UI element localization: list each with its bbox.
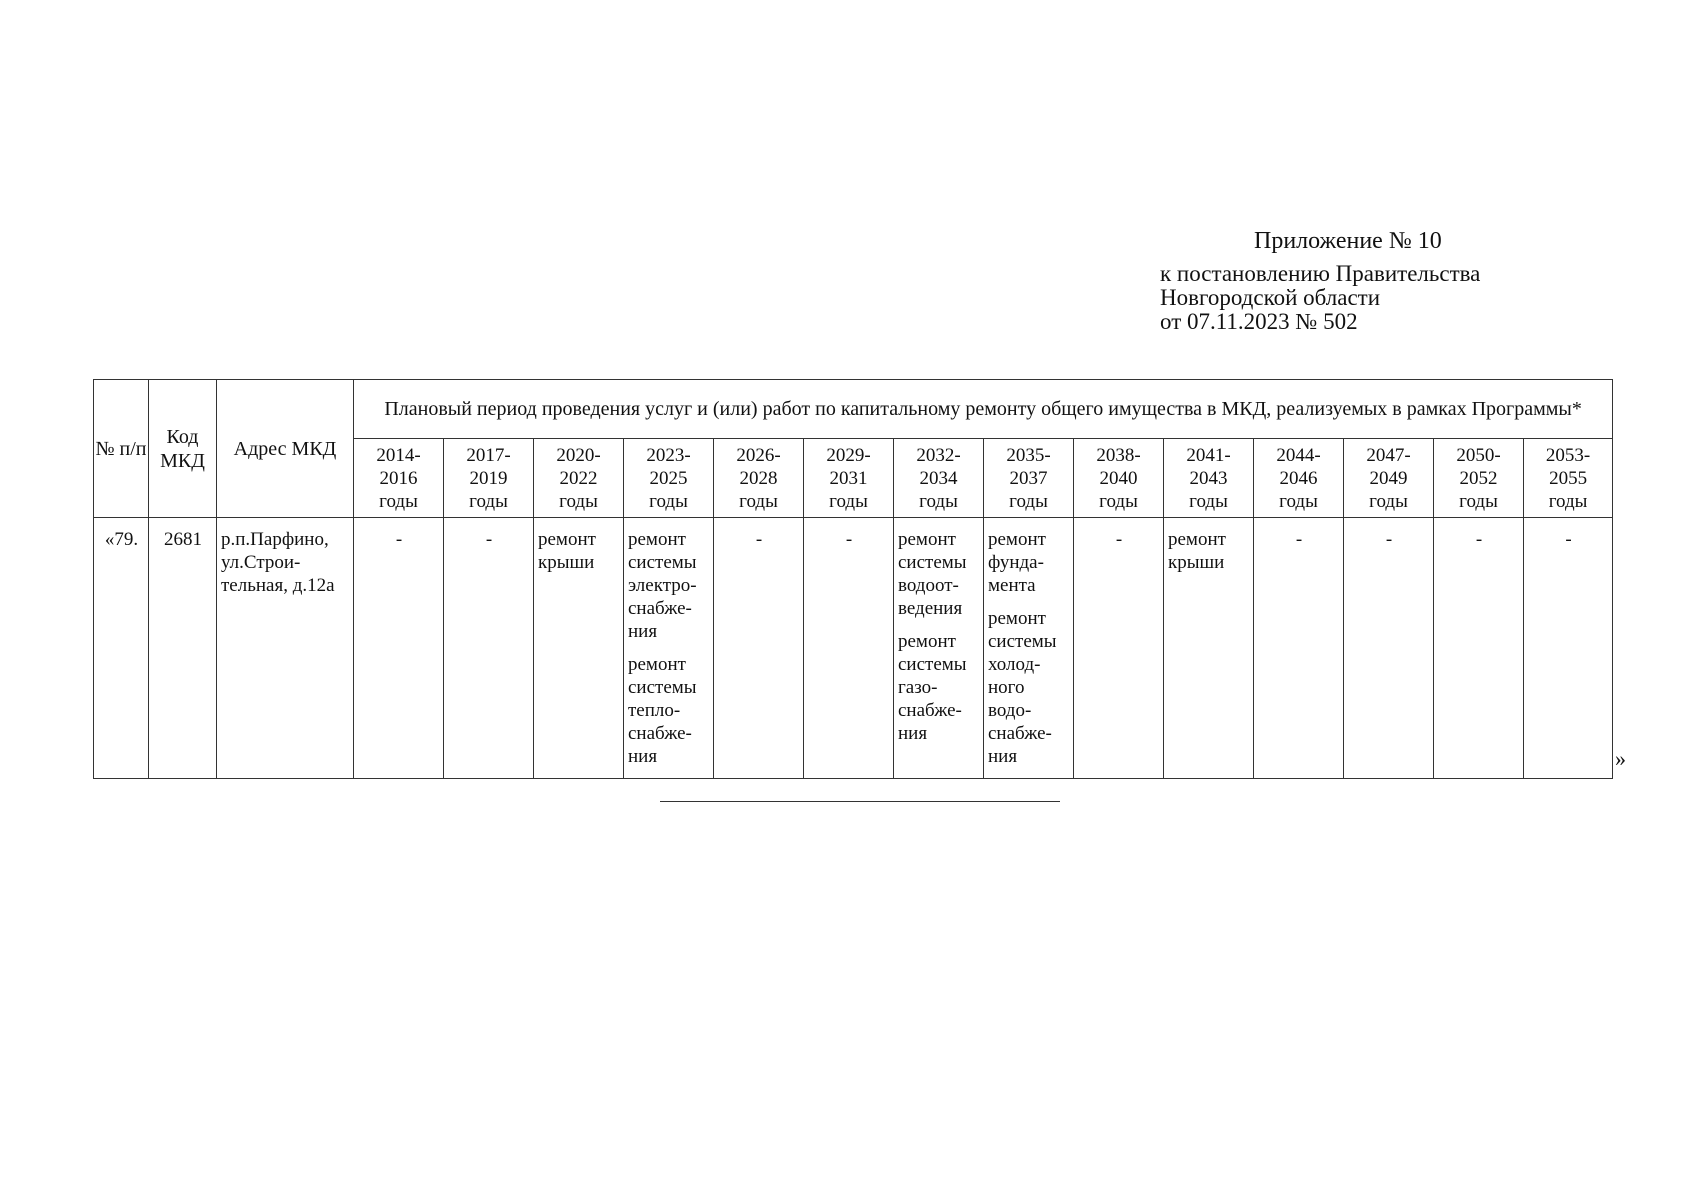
period-years: 2017-2019 (466, 444, 511, 489)
period-years: 2044-2046 (1276, 444, 1321, 489)
work-item: - (1385, 529, 1393, 550)
period-cell (354, 518, 444, 779)
period-header (444, 439, 534, 518)
period-cell (444, 518, 534, 779)
period-header (534, 439, 624, 518)
period-header (1164, 439, 1254, 518)
period-years: 2053-2055 (1545, 444, 1591, 489)
period-unit: годы (1279, 490, 1318, 512)
period-years: 2014-2016 (376, 444, 421, 489)
period-header (1344, 439, 1434, 518)
period-unit: годы (1189, 490, 1228, 512)
period-cell (714, 518, 804, 779)
period-header (624, 439, 714, 518)
period-unit: годы (829, 490, 868, 512)
work-item: ремонт фунда-мента (988, 529, 1046, 596)
work-item: ремонт системы водоот-ведения (898, 529, 967, 619)
work-item: - (395, 529, 403, 550)
period-cell (1344, 518, 1434, 779)
closing-quote: » (1615, 746, 1626, 771)
period-years: 2038-2040 (1096, 444, 1141, 489)
period-years: 2023-2025 (646, 444, 691, 489)
table-row (94, 518, 1613, 779)
period-header (984, 439, 1074, 518)
period-years: 2047-2049 (1366, 444, 1411, 489)
period-header (1434, 439, 1524, 518)
period-unit: годы (1369, 490, 1408, 512)
period-cell (1164, 518, 1254, 779)
period-years: 2026-2028 (736, 444, 781, 489)
work-item: - (1475, 529, 1483, 550)
period-cell (1254, 518, 1344, 779)
period-years: 2041-2043 (1186, 444, 1231, 489)
period-unit: годы (919, 490, 958, 512)
period-years: 2020-2022 (556, 444, 601, 489)
work-item: ремонт системы холод-ного водо-снабже-ния (988, 608, 1057, 767)
period-header (354, 439, 444, 518)
period-years: 2035-2037 (1006, 444, 1051, 489)
resolution-reference (1160, 262, 1580, 334)
period-years: 2050-2052 (1456, 444, 1501, 489)
resolution-line-3: от 07.11.2023 № 502 (1160, 309, 1358, 334)
work-item: - (845, 529, 853, 550)
work-item: ремонт системы газо-снабже-ния (898, 631, 967, 744)
work-item: - (485, 529, 493, 550)
period-header (714, 439, 804, 518)
period-years: 2032-2034 (916, 444, 961, 489)
period-unit: годы (559, 490, 598, 512)
period-cell (1434, 518, 1524, 779)
period-cell (534, 518, 624, 779)
work-item: ремонт крыши (1168, 529, 1226, 573)
resolution-line-1: к постановлению Правительства (1160, 261, 1481, 286)
work-item: ремонт системы электро-снабже-ния (628, 529, 697, 642)
period-header (804, 439, 894, 518)
period-header (1074, 439, 1164, 518)
repair-schedule-table (93, 379, 1613, 779)
period-header (894, 439, 984, 518)
work-item: - (1295, 529, 1303, 550)
period-cell (894, 518, 984, 779)
appendix-title: Приложение № 10 (1254, 228, 1442, 254)
bottom-separator-line (660, 801, 1060, 802)
document-heading (1160, 226, 1580, 334)
period-unit: годы (1548, 490, 1588, 512)
period-cell (1074, 518, 1164, 779)
period-header (1524, 439, 1613, 518)
period-unit: годы (469, 490, 508, 512)
work-item: ремонт системы тепло-снабже-ния (628, 654, 697, 767)
header-code: Код МКД (149, 380, 217, 518)
period-unit: годы (1099, 490, 1138, 512)
header-planned-period: Плановый период проведения услуг и (или) работ по капитальному ремонту общего имущества в МКД, реализуемых в рамках Программы* (354, 380, 1613, 439)
work-item: - (1565, 529, 1572, 550)
period-unit: годы (1459, 490, 1498, 512)
period-cell (624, 518, 714, 779)
row-address: р.п.Парфино, ул.Строи-тельная, д.12а (217, 518, 354, 779)
period-unit: годы (379, 490, 418, 512)
period-cell (984, 518, 1074, 779)
period-years: 2029-2031 (826, 444, 871, 489)
period-unit: годы (739, 490, 778, 512)
work-item: ремонт крыши (538, 529, 596, 573)
period-unit: годы (649, 490, 688, 512)
header-address: Адрес МКД (217, 380, 354, 518)
resolution-line-2: Новгородской области (1160, 285, 1381, 310)
row-code: 2681 (149, 518, 217, 779)
period-cell (804, 518, 894, 779)
period-unit: годы (1009, 490, 1048, 512)
header-number: № п/п (94, 380, 149, 518)
work-item: - (755, 529, 763, 550)
row-number: «79. (94, 518, 149, 779)
period-cell (1524, 518, 1613, 779)
period-header (1254, 439, 1344, 518)
work-item: - (1115, 529, 1123, 550)
